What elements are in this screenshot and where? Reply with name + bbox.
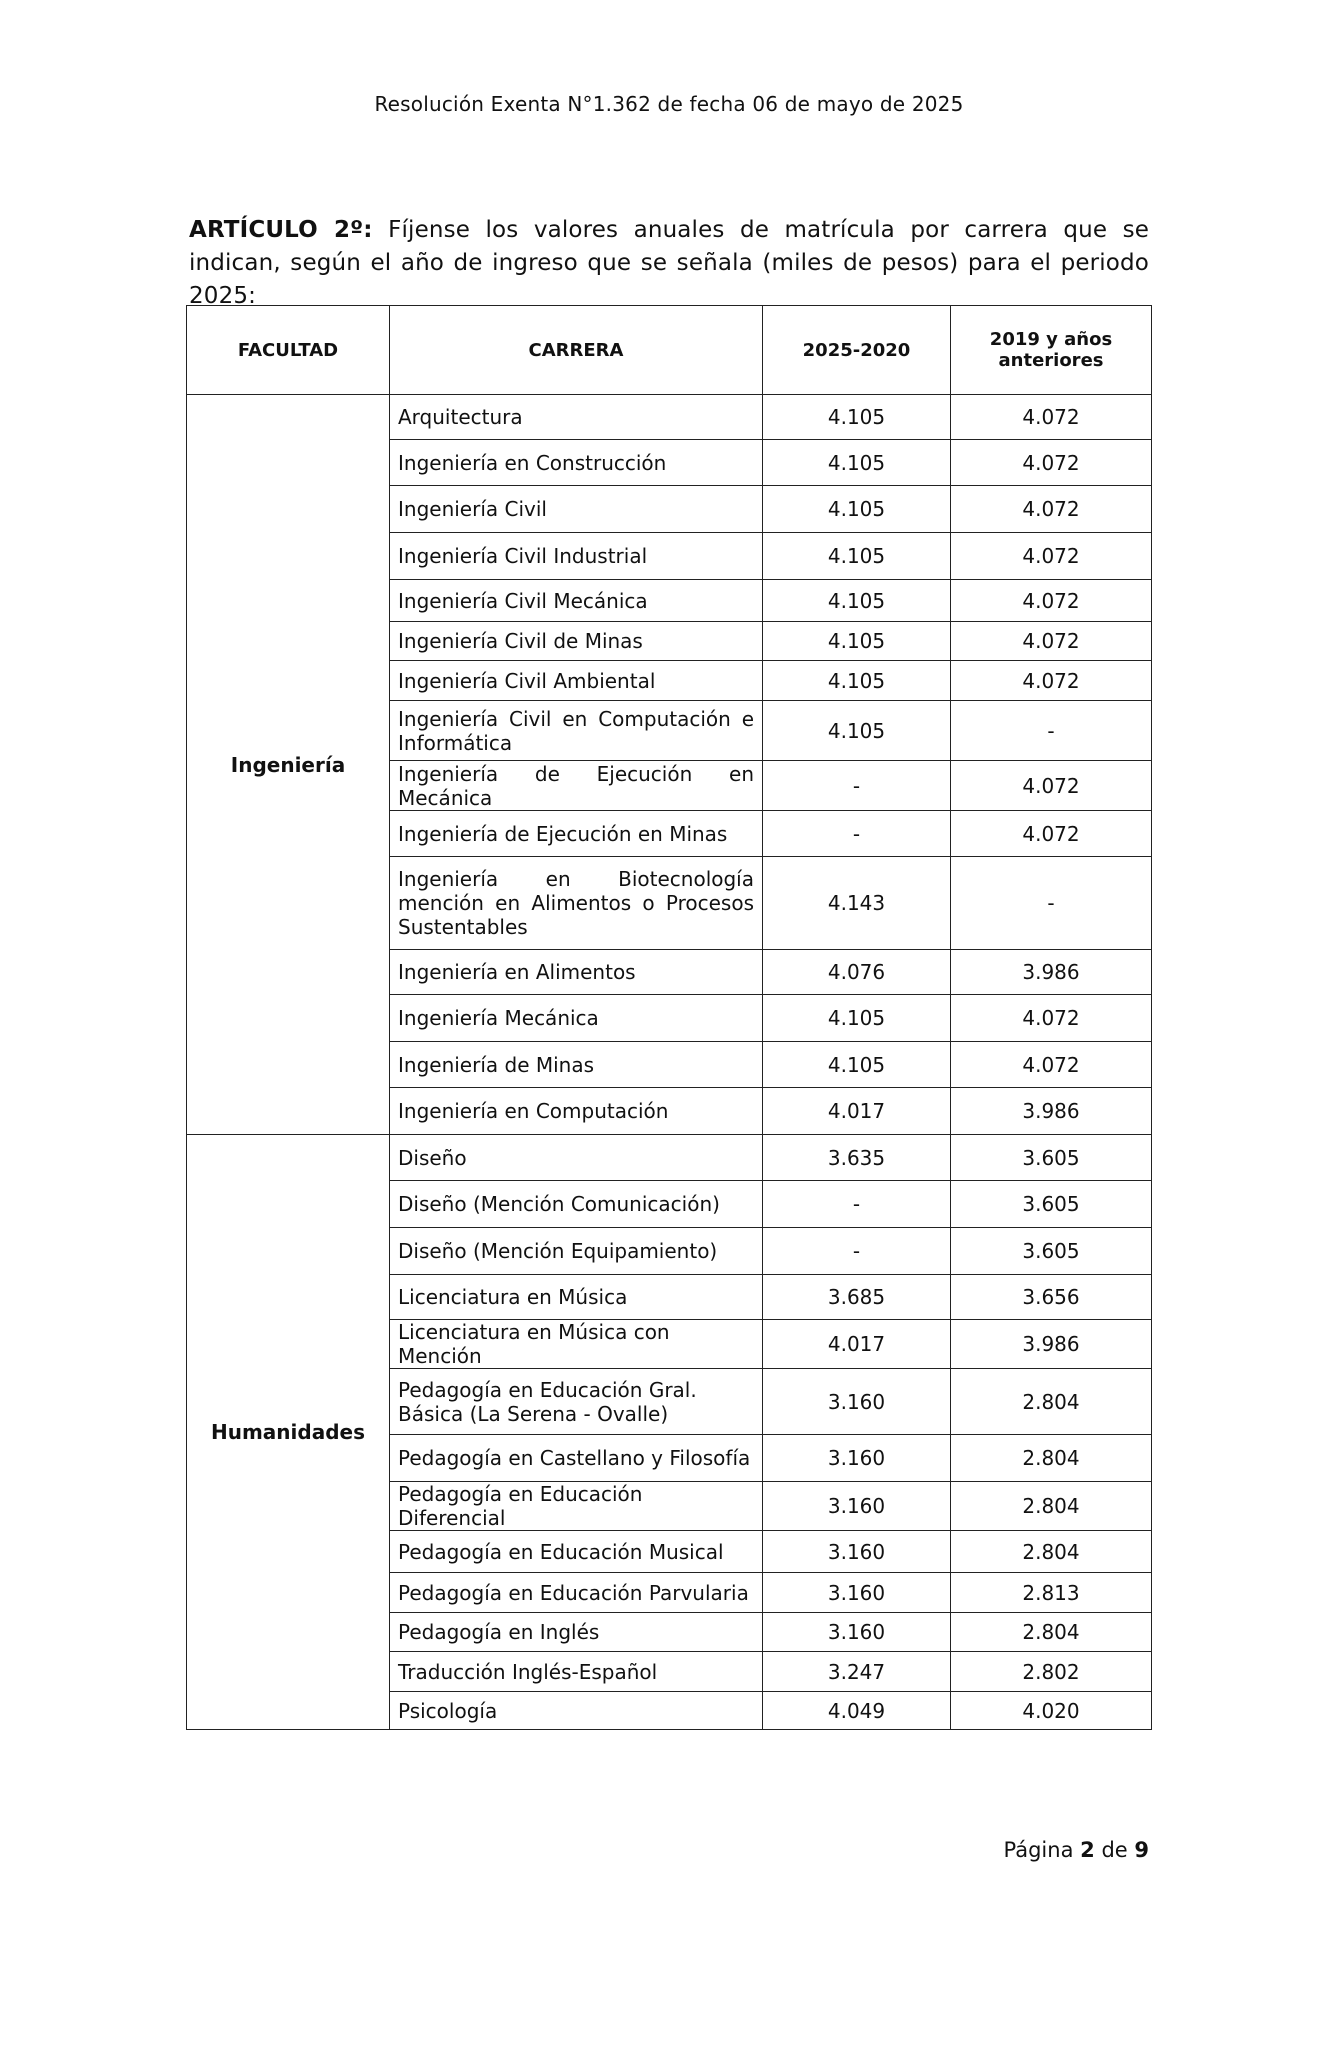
value-2025-2020-cell: 4.105 <box>763 622 951 661</box>
value-2025-2020-cell: 4.105 <box>763 701 951 761</box>
value-2025-2020-cell: - <box>763 811 951 857</box>
value-2025-2020-cell: 4.105 <box>763 1042 951 1088</box>
value-2019-anteriores-cell: 4.072 <box>951 533 1152 580</box>
value-2019-anteriores-cell: 2.804 <box>951 1613 1152 1652</box>
carrera-cell: Ingeniería en Biotecnología mención en Alimentos o Procesos Sustentables <box>390 857 763 950</box>
carrera-cell: Pedagogía en Educación Diferencial <box>390 1482 763 1531</box>
value-2019-anteriores-cell: 4.072 <box>951 761 1152 811</box>
value-2025-2020-cell: 4.105 <box>763 661 951 701</box>
value-2025-2020-cell: - <box>763 1228 951 1275</box>
value-2019-anteriores-cell: - <box>951 857 1152 950</box>
value-2025-2020-cell: 4.143 <box>763 857 951 950</box>
value-2019-anteriores-cell: 3.986 <box>951 1088 1152 1135</box>
value-2025-2020-cell: - <box>763 1181 951 1228</box>
carrera-cell: Ingeniería de Ejecución en Minas <box>390 811 763 857</box>
value-2019-anteriores-cell: 4.072 <box>951 486 1152 533</box>
header-2025-2020: 2025-2020 <box>763 306 951 395</box>
value-2019-anteriores-cell: 4.072 <box>951 440 1152 486</box>
carrera-cell: Ingeniería en Computación <box>390 1088 763 1135</box>
value-2019-anteriores-cell: 3.605 <box>951 1135 1152 1181</box>
value-2019-anteriores-cell: 3.656 <box>951 1275 1152 1320</box>
value-2019-anteriores-cell: 2.813 <box>951 1573 1152 1613</box>
carrera-cell: Pedagogía en Inglés <box>390 1613 763 1652</box>
carrera-cell: Ingeniería de Ejecución en Mecánica <box>390 761 763 811</box>
value-2025-2020-cell: 4.105 <box>763 533 951 580</box>
carrera-cell: Diseño (Mención Comunicación) <box>390 1181 763 1228</box>
carrera-cell: Ingeniería Civil <box>390 486 763 533</box>
carrera-cell: Ingeniería Civil Mecánica <box>390 580 763 622</box>
table-body <box>187 395 1152 1730</box>
value-2025-2020-cell: 3.160 <box>763 1531 951 1573</box>
value-2019-anteriores-cell: 4.072 <box>951 811 1152 857</box>
page-footer <box>1004 1838 1150 1862</box>
carrera-cell: Diseño (Mención Equipamiento) <box>390 1228 763 1275</box>
value-2019-anteriores-cell: 4.072 <box>951 622 1152 661</box>
value-2019-anteriores-cell: 4.072 <box>951 580 1152 622</box>
carrera-cell: Ingeniería Civil Industrial <box>390 533 763 580</box>
value-2019-anteriores-cell: 3.986 <box>951 1320 1152 1369</box>
carrera-cell: Pedagogía en Educación Musical <box>390 1531 763 1573</box>
table-header-row <box>187 306 1152 395</box>
value-2025-2020-cell: 4.105 <box>763 395 951 440</box>
value-2019-anteriores-cell: - <box>951 701 1152 761</box>
value-2019-anteriores-cell: 2.804 <box>951 1369 1152 1435</box>
value-2025-2020-cell: 3.160 <box>763 1369 951 1435</box>
value-2025-2020-cell: 4.105 <box>763 440 951 486</box>
header-2019-anteriores: 2019 y años anteriores <box>951 306 1152 395</box>
page-label: Página <box>1003 1838 1074 1862</box>
carrera-cell: Ingeniería en Alimentos <box>390 950 763 995</box>
value-2019-anteriores-cell: 4.072 <box>951 995 1152 1042</box>
value-2025-2020-cell: 4.105 <box>763 486 951 533</box>
carrera-cell: Arquitectura <box>390 395 763 440</box>
article-text: Fíjense los valores anuales de matrícula por carrera que se indican, según el año de ingreso que se señala (miles de pesos) para el periodo 2025: <box>189 217 1150 309</box>
value-2025-2020-cell: - <box>763 761 951 811</box>
carrera-cell: Pedagogía en Educación Gral. Básica (La Serena - Ovalle) <box>390 1369 763 1435</box>
value-2025-2020-cell: 3.160 <box>763 1573 951 1613</box>
value-2025-2020-cell: 4.076 <box>763 950 951 995</box>
value-2019-anteriores-cell: 2.802 <box>951 1652 1152 1692</box>
article-paragraph <box>189 214 1149 313</box>
table-row <box>187 395 1152 440</box>
value-2025-2020-cell: 4.105 <box>763 580 951 622</box>
value-2019-anteriores-cell: 3.605 <box>951 1181 1152 1228</box>
value-2025-2020-cell: 4.049 <box>763 1692 951 1730</box>
page-total: 9 <box>1134 1838 1149 1862</box>
value-2025-2020-cell: 3.685 <box>763 1275 951 1320</box>
page-current: 2 <box>1080 1838 1095 1862</box>
carrera-cell: Ingeniería Civil en Computación e Informática <box>390 701 763 761</box>
value-2025-2020-cell: 3.635 <box>763 1135 951 1181</box>
value-2019-anteriores-cell: 4.072 <box>951 661 1152 701</box>
carrera-cell: Licenciatura en Música <box>390 1275 763 1320</box>
value-2019-anteriores-cell: 2.804 <box>951 1482 1152 1531</box>
carrera-cell: Pedagogía en Castellano y Filosofía <box>390 1435 763 1482</box>
facultad-cell: Ingeniería <box>187 395 390 1135</box>
value-2025-2020-cell: 4.017 <box>763 1320 951 1369</box>
carrera-cell: Pedagogía en Educación Parvularia <box>390 1573 763 1613</box>
value-2019-anteriores-cell: 2.804 <box>951 1435 1152 1482</box>
carrera-cell: Ingeniería Civil Ambiental <box>390 661 763 701</box>
carrera-cell: Licenciatura en Música con Mención <box>390 1320 763 1369</box>
carrera-cell: Diseño <box>390 1135 763 1181</box>
tuition-table <box>186 305 1152 1730</box>
article-label: ARTÍCULO 2º: <box>189 217 373 243</box>
carrera-cell: Ingeniería Mecánica <box>390 995 763 1042</box>
carrera-cell: Ingeniería Civil de Minas <box>390 622 763 661</box>
header-carrera: CARRERA <box>390 306 763 395</box>
table-row <box>187 1135 1152 1181</box>
page-of-label: de <box>1101 1838 1128 1862</box>
value-2019-anteriores-cell: 4.072 <box>951 395 1152 440</box>
value-2025-2020-cell: 3.160 <box>763 1613 951 1652</box>
carrera-cell: Psicología <box>390 1692 763 1730</box>
value-2019-anteriores-cell: 4.020 <box>951 1692 1152 1730</box>
value-2025-2020-cell: 4.105 <box>763 995 951 1042</box>
value-2019-anteriores-cell: 4.072 <box>951 1042 1152 1088</box>
header-facultad: FACULTAD <box>187 306 390 395</box>
carrera-cell: Ingeniería de Minas <box>390 1042 763 1088</box>
carrera-cell: Traducción Inglés-Español <box>390 1652 763 1692</box>
value-2025-2020-cell: 3.160 <box>763 1482 951 1531</box>
facultad-cell: Humanidades <box>187 1135 390 1730</box>
value-2019-anteriores-cell: 3.605 <box>951 1228 1152 1275</box>
document-header: Resolución Exenta N°1.362 de fecha 06 de mayo de 2025 <box>374 92 964 116</box>
value-2019-anteriores-cell: 2.804 <box>951 1531 1152 1573</box>
value-2025-2020-cell: 4.017 <box>763 1088 951 1135</box>
value-2019-anteriores-cell: 3.986 <box>951 950 1152 995</box>
carrera-cell: Ingeniería en Construcción <box>390 440 763 486</box>
value-2025-2020-cell: 3.247 <box>763 1652 951 1692</box>
value-2025-2020-cell: 3.160 <box>763 1435 951 1482</box>
